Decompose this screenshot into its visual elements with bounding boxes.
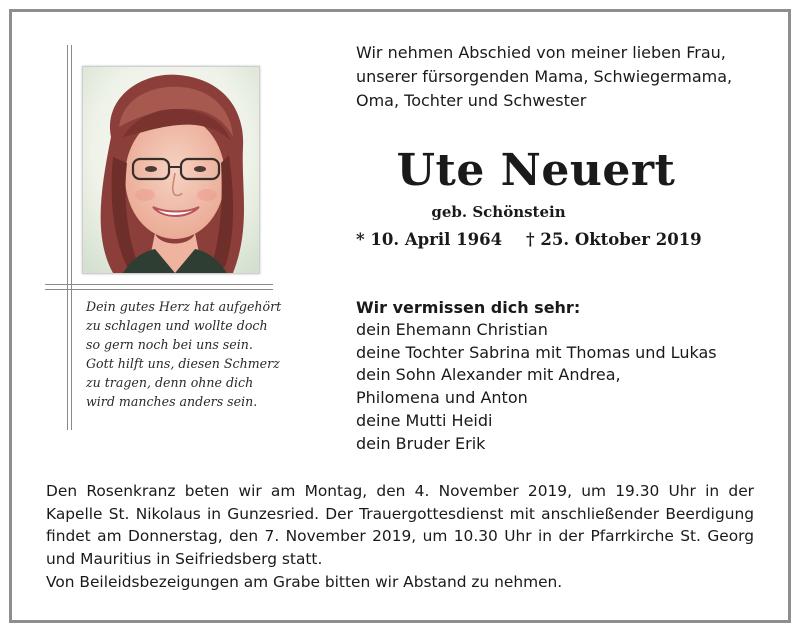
- condolence-request: Von Beileidsbezeigungen am Grabe bitten wir Abstand zu nehmen.: [46, 572, 563, 591]
- death-date: † 25. Oktober 2019: [526, 230, 702, 249]
- cross-horizontal-line: [45, 289, 273, 290]
- cross-horizontal-line: [45, 284, 273, 285]
- mourner-line: dein Ehemann Christian: [356, 320, 548, 339]
- memorial-quote: Dein gutes Herz hat aufgehört zu schlagen und wollte doch so gern noch bei uns sein. Gott hilft uns, diesen Schmerz zu tragen, denn ohne dich wird manches anders sein.: [86, 299, 282, 409]
- mourner-line: dein Sohn Alexander mit Andrea,: [356, 365, 621, 385]
- mourner-line: Philomena und Anton: [356, 388, 528, 408]
- farewell-intro: Wir nehmen Abschied von meiner lieben Frau, unserer fürsorgenden Mama, Schwiegermama, Oma, Tochter und Schwester: [356, 43, 733, 110]
- portrait-photo: [82, 66, 260, 274]
- mourners-heading: Wir vermissen dich sehr:: [356, 298, 581, 317]
- mourners-list: [356, 319, 776, 455]
- birth-date: * 10. April 1964: [356, 230, 503, 249]
- mourner-line: dein Bruder Erik: [356, 433, 486, 453]
- mourner-line: deine Mutti Heidi: [356, 410, 493, 430]
- life-dates: [356, 228, 736, 252]
- cross-vertical-line: [71, 45, 72, 430]
- service-details: Den Rosenkranz beten wir am Montag, den 4. November 2019, um 19.30 Uhr in der Kapelle St. Nikolaus in Gunzesried. Der Trauergottesdienst mit anschließender Beerdigung findet am Donnerstag, den 7. November 2019, um 10.30 Uhr in der Pfarrkirche St. Georg und Mauritius in Seifriedsberg statt.: [46, 482, 754, 569]
- maiden-name: geb. Schönstein: [431, 203, 566, 221]
- cross-vertical-line: [67, 45, 68, 430]
- mourner-line: deine Tochter Sabrina mit Thomas und Lukas: [356, 342, 717, 362]
- service-notice: [46, 480, 754, 594]
- deceased-name: Ute Neuert: [396, 145, 676, 196]
